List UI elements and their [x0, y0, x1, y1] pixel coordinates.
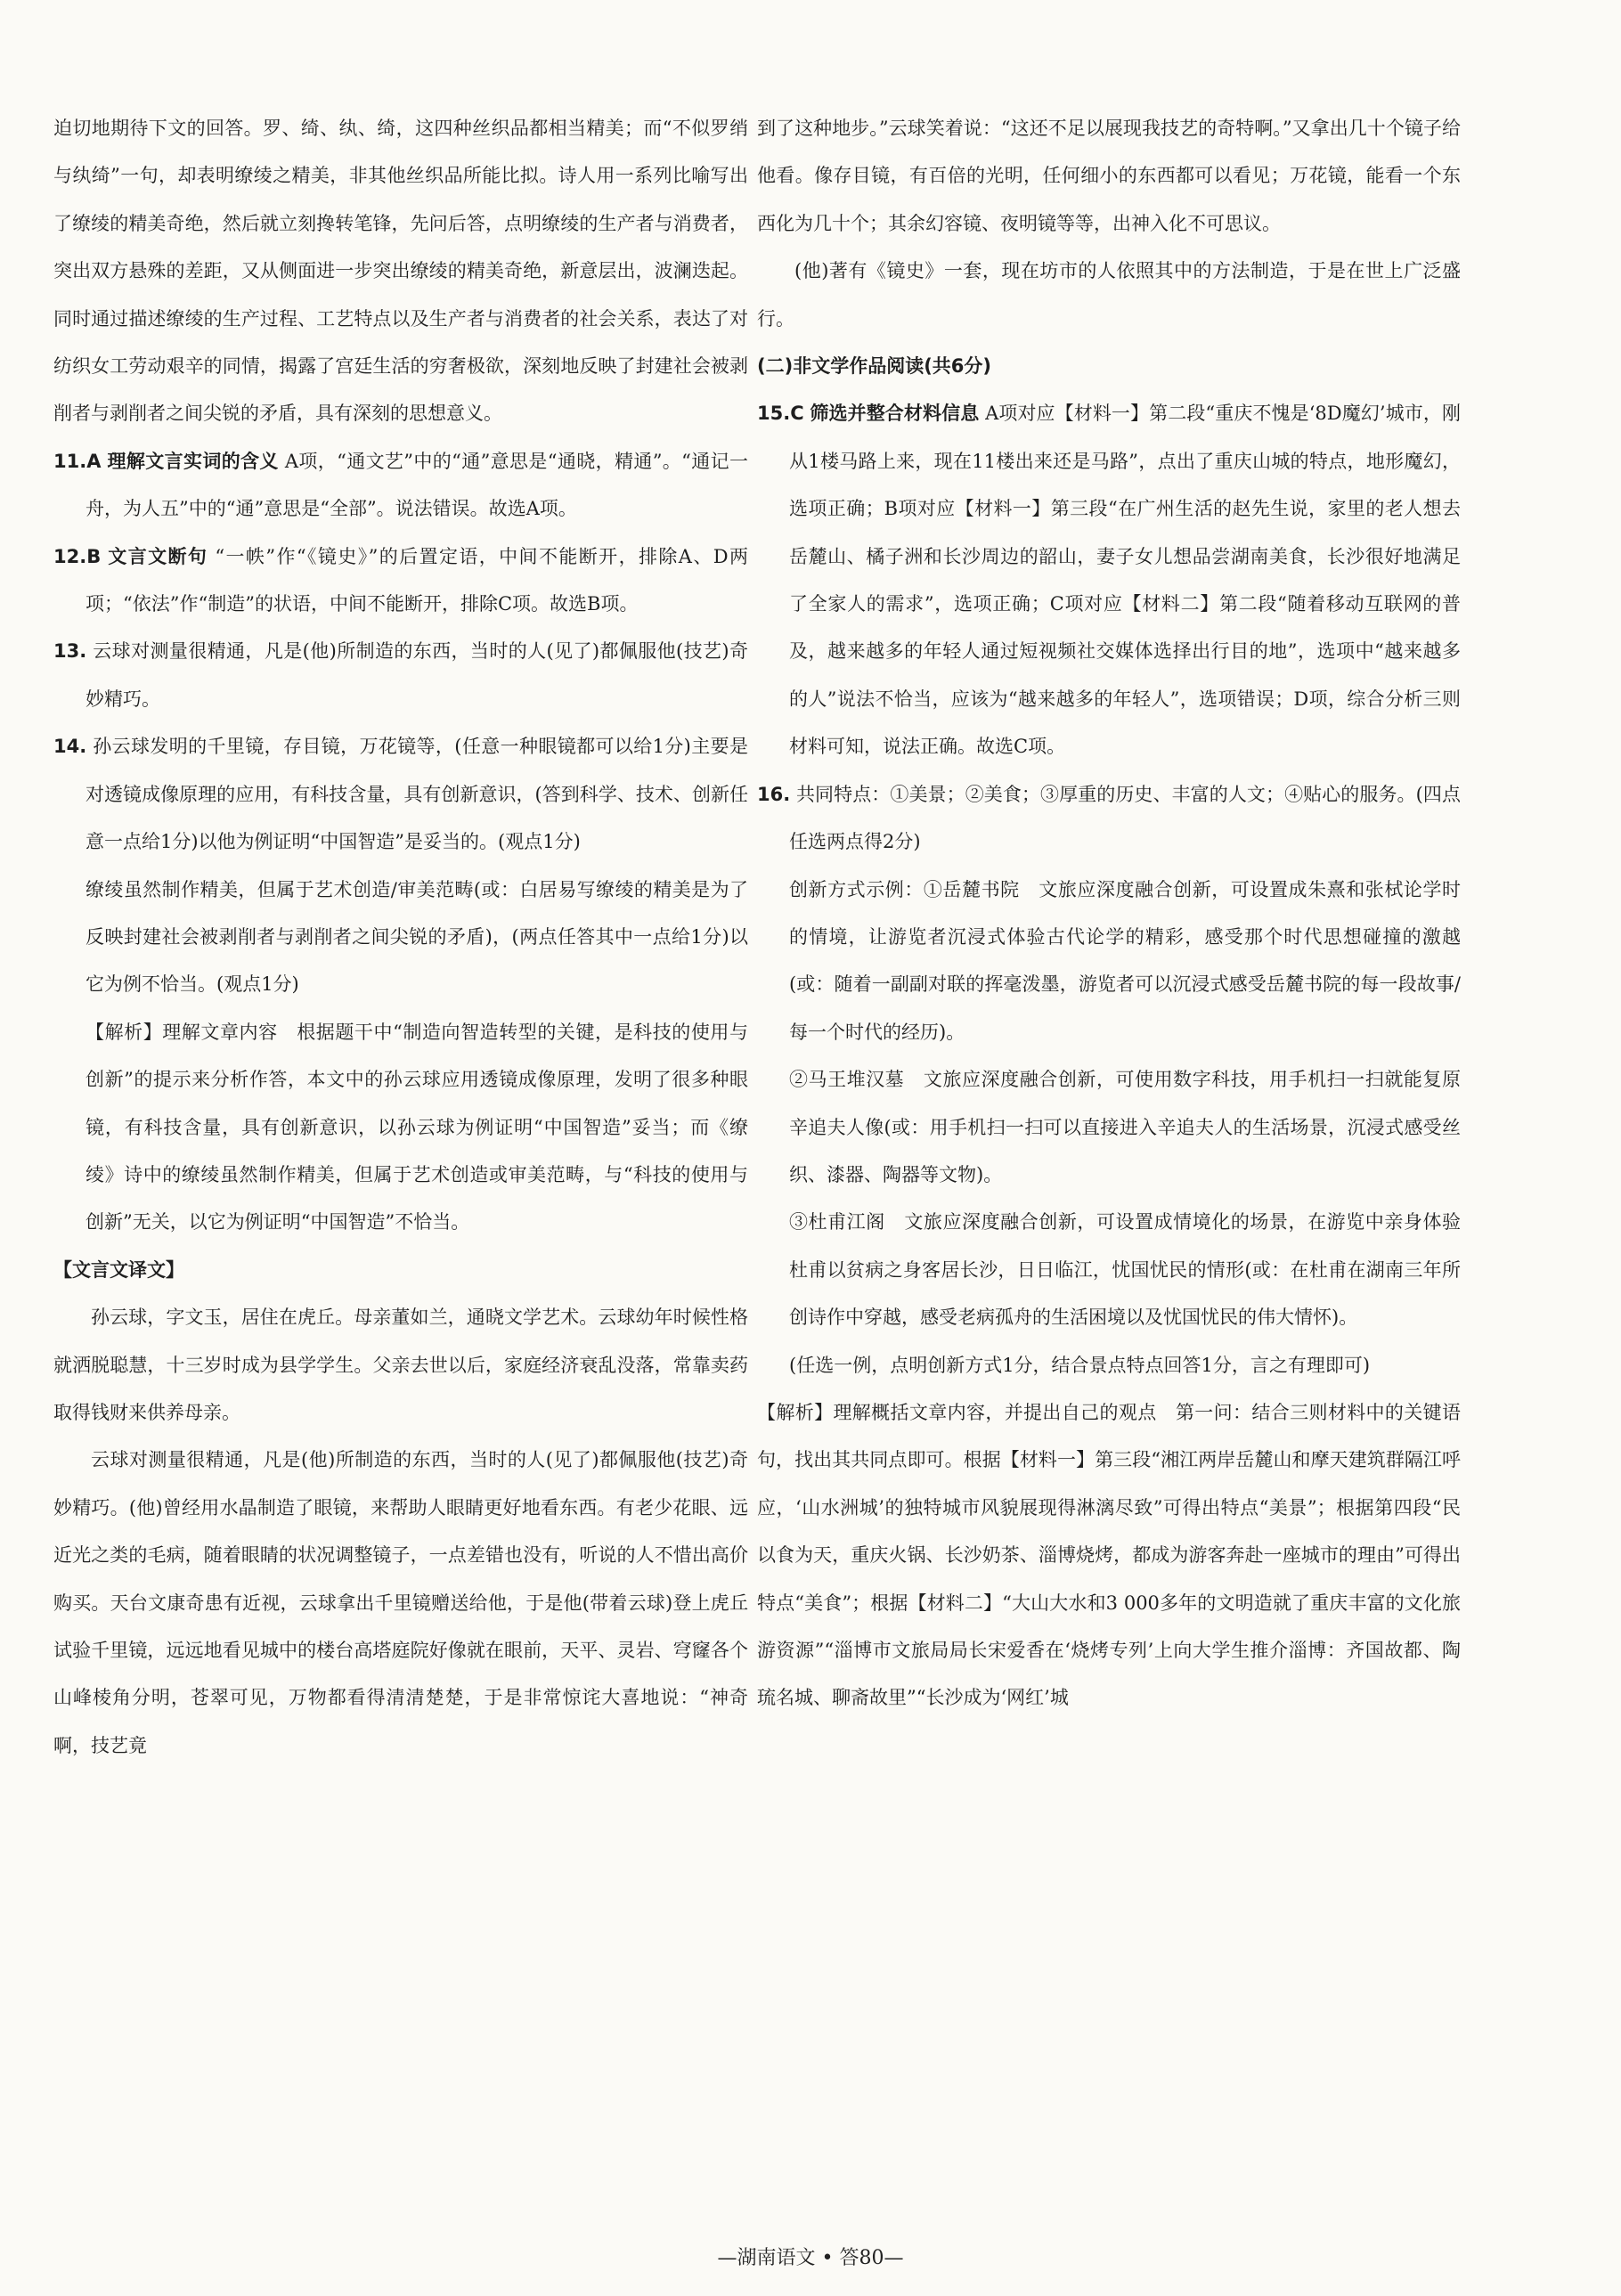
translation-paragraph-1: 孙云球，字文玉，居住在虎丘。母亲董如兰，通晓文学艺术。云球幼年时候性格就洒脱聪慧，十三岁时成为县学学生。父亲去世以后，家庭经济衰乱没落，常靠卖药取得钱财来供养母亲。	[53, 1307, 748, 1423]
answer-tag: 文言文断句	[108, 545, 208, 567]
analysis-paragraph: 迫切地期待下文的回答。罗、绮、纨、绮，这四种丝织品都相当精美；而“不似罗绡与纨绮”一句，却表明缭绫之精美，非其他丝织品所能比拟。诗人用一系列比喻写出了缭绫的精美奇绝，然后就立刻搀转笔锋，先问后答，点明缭绫的生产者与消费者，突出双方悬殊的差距，又从侧面进一步突出缭绫的精美奇绝，新意层出，波澜迭起。同时通过描述缭绫的生产过程、工艺特点以及生产者与消费者的社会关系，表达了对纺织女工劳动艰辛的同情，揭露了宫廷生活的穷奢极欲，深刻地反映了封建社会被剥削者与剥削者之间尖锐的矛盾，具有深刻的思想意义。	[53, 118, 748, 425]
question-number: 15.C	[757, 403, 804, 425]
answer-14-part2: 缭绫虽然制作精美，但属于艺术创造/审美范畴(或：白居易写缭绫的精美是为了反映封建社会被剥削者与剥削者之间尖锐的矛盾)，(两点任答其中一点给1分)以它为例不恰当。(观点1分)	[86, 878, 748, 996]
answer-16-analysis: 【解析】理解概括文章内容，并提出自己的观点 第一问：结合三则材料中的关键语句，找出其共同点即可。根据【材料一】第三段“湘江两岸岳麓山和摩天建筑群隔江呼应，‘山水洲城’的独特城市风貌展现得淋漓尽致”可得出特点“美景”；根据第四段“民以食为天，重庆火锅、长沙奶茶、淄博烧烤，都成为游客奔赴一座城市的理由”可得出特点“美食”；根据【材料二】“大山大水和3 000多年的文明造就了重庆丰富的文化旅游资源”“淄博市文旅局局长宋爱香在‘烧烤专列’上向大学生推介淄博：齐国故都、陶琉名城、聊斋故里”“长沙成为‘网红’城	[757, 1401, 1461, 1709]
answer-12	[53, 533, 748, 629]
translation-paragraph-4: (他)著有《镜史》一套，现在坊市的人依照其中的方法制造，于是在世上广泛盛行。	[757, 260, 1461, 330]
answer-15	[757, 390, 1461, 770]
question-number: 12.B	[53, 545, 102, 567]
answer-11	[53, 438, 748, 533]
translation-paragraph-2: 云球对测量很精通，凡是(他)所制造的东西，当时的人(见了)都佩服他(技艺)奇妙精巧。(他)曾经用水晶制造了眼镜，来帮助人眼睛更好地看东西。有老少花眼、远近光之类的毛病，随着眼睛的状况调整镜子，一点差错也没有，听说的人不惜出高价购买。天台文康奇患有近视，云球拿出千里镜赠送给他，于是他(带着云球)登上虎丘试验千里镜，远远地看见城中的楼台高塔庭院好像就在眼前，天平、灵岩、穹窿各个山峰棱角分明，苍翠可见，万物都看得清清楚楚，于是非常惊诧大喜地说：“神奇啊，技艺竟	[53, 1449, 748, 1756]
question-number: 11.A	[53, 450, 102, 472]
translation-heading: 【文言文译文】	[53, 1258, 184, 1281]
answer-text: 云球对测量很精通，凡是(他)所制造的东西，当时的人(见了)都佩服他(技艺)奇妙精巧。	[86, 640, 748, 710]
page-footer: —湖南语文 • 答80—	[717, 2247, 904, 2269]
answer-16-example-3: ③杜甫江阁 文旅应深度融合创新，可设置成情境化的场景，在游览中亲身体验杜甫以贫病之身客居长沙，日日临江，忧国忧民的情形(或：在杜甫在湖南三年所创诗作中穿越，感受老病孤舟的生活困境以及忧国忧民的伟大情怀)。	[789, 1211, 1461, 1329]
translation-paragraph-3: 到了这种地步。”云球笑着说：“这还不足以展现我技艺的奇特啊。”又拿出几十个镜子给他看。像存目镜，有百倍的光明，任何细小的东西都可以看见；万花镜，能看一个东西化为几十个；其余幻容镜、夜明镜等等，出神入化不可思议。	[757, 118, 1461, 234]
question-number: 13.	[53, 640, 87, 663]
answer-13	[53, 628, 748, 723]
answer-tag: 理解文言实词的含义	[107, 450, 279, 472]
answer-14	[53, 723, 748, 866]
answer-text: A项对应【材料一】第二段“重庆不愧是‘8D魔幻’城市，刚从1楼马路上来，现在11楼出来还是马路”，点出了重庆山城的特点，地形魔幻，选项正确；B项对应【材料一】第三段“在广州生活的赵先生说，家里的老人想去岳麓山、橘子洲和长沙周边的韶山，妻子女儿想品尝湖南美食，长沙很好地满足了全家人的需求”，选项正确；C项对应【材料二】第二段“随着移动互联网的普及，越来越多的年轻人通过短视频社交媒体选择出行目的地”，选项中“越来越多的人”说法不恰当，应该为“越来越多的年轻人”，选项错误；D项，综合分析三则材料可知，说法正确。故选C项。	[789, 403, 1461, 758]
answer-text: 孙云球发明的千里镜，存目镜，万花镜等，(任意一种眼镜都可以给1分)主要是对透镜成像原理的应用，有科技含量，具有创新意识，(答到科学、技术、创新任意一点给1分)以他为例证明“中国智造”是妥当的。(观点1分)	[86, 736, 748, 853]
section-heading: (二)非文学作品阅读(共6分)	[757, 355, 992, 378]
right-column	[757, 105, 1461, 1722]
answer-text: A项，“通文艺”中的“通”意思是“通晓，精通”。“通记一舟，为人五”中的“通”意思是“全部”。说法错误。故选A项。	[86, 450, 748, 520]
question-number: 16.	[757, 783, 791, 805]
answer-16	[757, 771, 1461, 867]
question-number: 14.	[53, 736, 87, 758]
answer-tag: 筛选并整合材料信息	[810, 403, 980, 425]
answer-16-example-2: ②马王堆汉墓 文旅应深度融合创新，可使用数字科技，用手机扫一扫就能复原辛追夫人像(或：用手机扫一扫可以直接进入辛追夫人的生活场景，沉浸式感受丝织、漆器、陶器等文物)。	[789, 1069, 1461, 1185]
answer-text: 共同特点：①美景；②美食；③厚重的历史、丰富的人文；④贴心的服务。(四点任选两点得2分)	[789, 783, 1461, 853]
answer-text: “一帙”作“《镜史》”的后置定语，中间不能断开，排除A、D两项；“依法”作“制造”的状语，中间不能断开，排除C项。故选B项。	[86, 545, 748, 615]
answer-14-analysis: 【解析】理解文章内容 根据题干中“制造向智造转型的关键，是科技的使用与创新”的提示来分析作答，本文中的孙云球应用透镜成像原理，发明了很多种眼镜，有科技含量，具有创新意识，以孙云球为例证明“中国智造”妥当；而《缭绫》诗中的缭绫虽然制作精美，但属于艺术创造或审美范畴，与“科技的使用与创新”无关，以它为例证明“中国智造”不恰当。	[86, 1021, 748, 1233]
answer-16-scoring: (任选一例，点明创新方式1分，结合景点特点回答1分，言之有理即可)	[789, 1354, 1371, 1376]
answer-16-example-1: 创新方式示例：①岳麓书院 文旅应深度融合创新，可设置成朱熹和张栻论学时的情境，让游览者沉浸式体验古代论学的精彩，感受那个时代思想碰撞的激越(或：随着一副副对联的挥毫泼墨，游览者可以沉浸式感受岳麓书院的每一段故事/每一个时代的经历)。	[789, 878, 1461, 1043]
left-column	[53, 105, 748, 1770]
